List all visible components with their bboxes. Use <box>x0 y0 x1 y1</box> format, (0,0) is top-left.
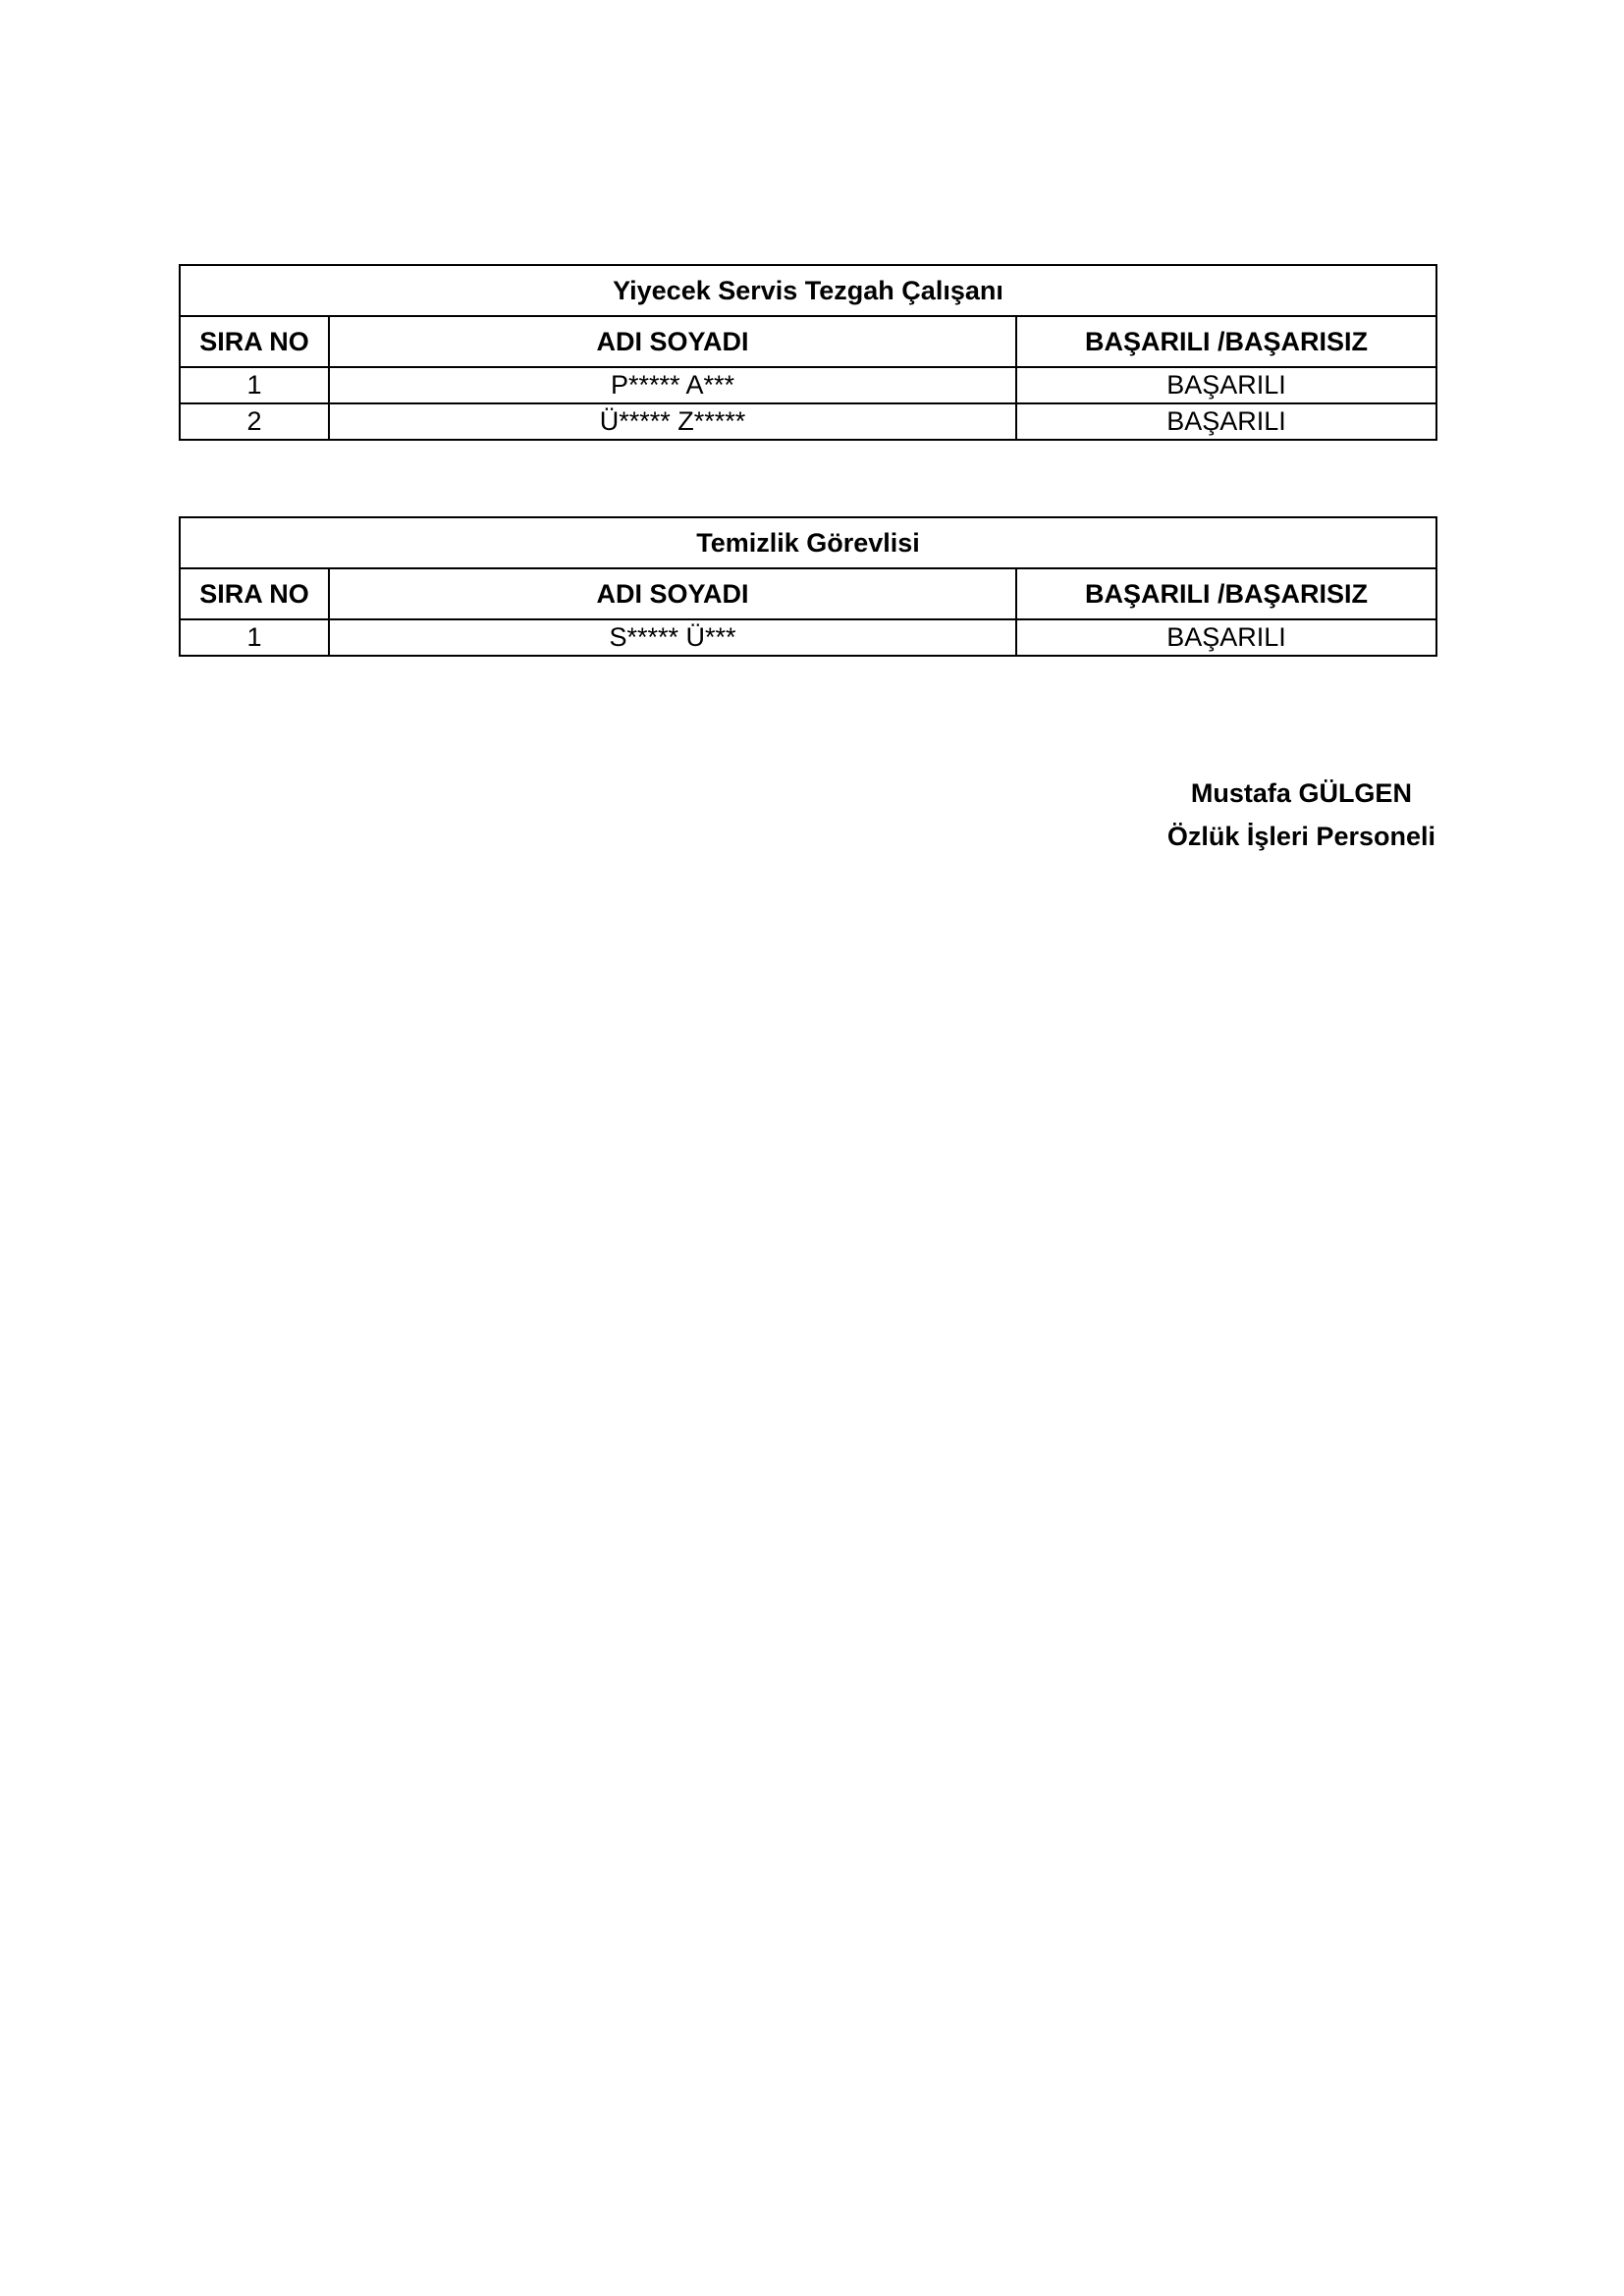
header-sira-no: SIRA NO <box>180 568 329 619</box>
table-title-row <box>180 265 1436 316</box>
row-name: S***** Ü*** <box>329 619 1016 656</box>
table-title-row <box>180 517 1436 568</box>
signatory-name: Mustafa GÜLGEN <box>1190 778 1412 808</box>
row-name: Ü***** Z***** <box>329 403 1016 440</box>
signatory-role: Özlük İşleri Personeli <box>1166 822 1435 851</box>
row-no: 1 <box>180 367 329 403</box>
signature-block <box>1167 772 1435 858</box>
header-status: BAŞARILI /BAŞARISIZ <box>1016 316 1436 367</box>
header-adi-soyadi: ADI SOYADI <box>329 568 1016 619</box>
table-row <box>180 619 1436 656</box>
row-name: P***** A*** <box>329 367 1016 403</box>
header-sira-no: SIRA NO <box>180 316 329 367</box>
row-no: 2 <box>180 403 329 440</box>
table-title: Yiyecek Servis Tezgah Çalışanı <box>180 265 1436 316</box>
results-table-cleaning-staff <box>179 516 1437 657</box>
table-title: Temizlik Görevlisi <box>180 517 1436 568</box>
table-row <box>180 367 1436 403</box>
table-header-row <box>180 316 1436 367</box>
row-no: 1 <box>180 619 329 656</box>
row-status: BAŞARILI <box>1016 619 1436 656</box>
table-header-row <box>180 568 1436 619</box>
results-table-food-service <box>179 264 1437 441</box>
header-status: BAŞARILI /BAŞARISIZ <box>1016 568 1436 619</box>
table-row <box>180 403 1436 440</box>
row-status: BAŞARILI <box>1016 403 1436 440</box>
row-status: BAŞARILI <box>1016 367 1436 403</box>
header-adi-soyadi: ADI SOYADI <box>329 316 1016 367</box>
